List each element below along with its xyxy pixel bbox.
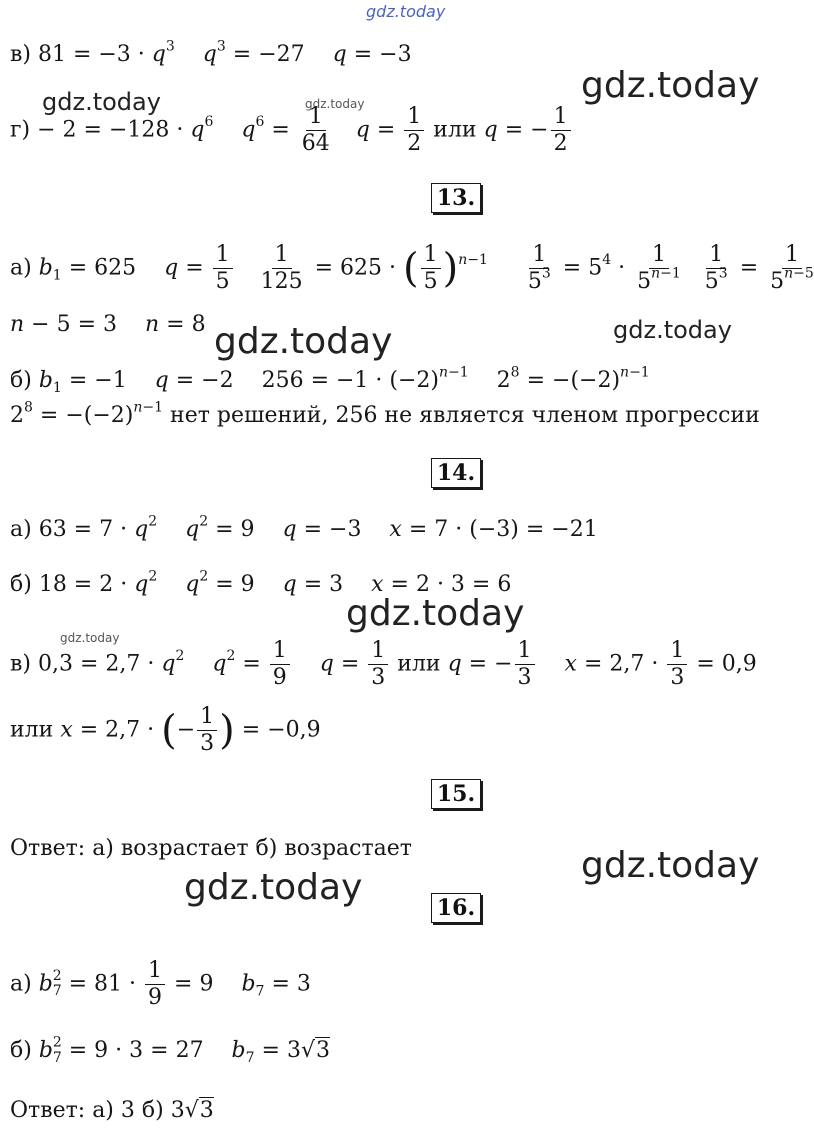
watermark: gdz.today: [42, 88, 161, 116]
ili-word: или: [397, 651, 441, 677]
line-13a: а) $b_1 = 625$ q = $\frac{1}{5}$ $\frac{1}{125}$ = 625 · ( $\frac{1}{5}$ )$^{n-1}$ $\frac{1}{5^3}$ = $5^4$ · $\frac{1}{5^{n-1}}$ $\frac{1}{5^3}$ = $\frac{1}{5^{n-5}}$: [10, 242, 814, 294]
watermark: gdz.today: [184, 867, 363, 908]
line-12g: $г) - 2 = -128 \cdot q^6$ $q^6$ = $\frac{1}{64}$ q = $\frac{1}{2}$ или q = − $\frac{1}{2}$: [10, 106, 573, 155]
watermark: gdz.today: [581, 65, 760, 106]
line-13b-cont: $2^8 = -(-2)^{n-1}$ нет решений, 256 не является членом прогрессии: [10, 399, 760, 428]
watermark: gdz.today: [581, 845, 760, 886]
line-14a: а) $63 = 7 \cdot q^2$ $q^2 = 9$ q = −3 x = 7 · (−3) = −21: [10, 513, 598, 542]
problem-number-13: 13.: [431, 183, 481, 213]
answer-16-text: Ответ: а) 3 б) 3: [10, 1098, 185, 1123]
line-13a-cont: n − 5 = 3 n = 8: [10, 312, 206, 337]
line-14v-cont: или x = 2,7 · (− $\frac{1}{3}$ ) = −0,9: [10, 704, 321, 756]
line-16a: а) $b^2_7 = 81$ · $\frac{1}{9}$ = 9 $b_7 = 3$: [10, 958, 311, 1010]
line-12v: в) $81 = -3 \cdot q^3$ $q^3 = -27$ q = −3: [10, 38, 412, 67]
watermark: gdz.today: [346, 593, 525, 634]
answer-16: Ответ: а) 3 б) 3√3: [10, 1098, 214, 1123]
line-14b: б) $18 = 2 \cdot q^2$ $q^2 = 9$ q = 3 x = 2 · 3 = 6: [10, 568, 512, 597]
line-14v: в) $0,3 = 2,7 \cdot q^2$ $q^2$ = $\frac{1}{9}$ q = $\frac{1}{3}$ или q = − $\frac{1}{3}$ x = 2,7 · $\frac{1}{3}$ = 0,9: [10, 638, 757, 690]
no-solutions-text: нет решений, 256 не является членом прогрессии: [170, 403, 760, 428]
ili-word: или: [10, 717, 54, 743]
answer-15: Ответ: а) возрастает б) возрастает: [10, 836, 412, 861]
watermark: gdz.today: [305, 97, 365, 111]
watermark: gdz.today: [613, 316, 732, 344]
ili-word: или: [433, 117, 477, 143]
watermark-top: gdz.today: [366, 2, 446, 21]
line-13b: б) $b_1 = -1$ q = −2 $256 = -1 \cdot (-2)^{n-1}$ $2^8 = -(-2)^{n-1}$: [10, 364, 650, 396]
problem-number-16: 16.: [431, 893, 481, 923]
watermark: gdz.today: [214, 321, 393, 362]
problem-number-14: 14.: [431, 458, 481, 488]
watermark: gdz.today: [60, 631, 120, 645]
problem-number-15: 15.: [431, 779, 481, 809]
line-16b: б) $b^2_7 = 9 \cdot 3 = 27$ $b_7 = 3√3$: [10, 1034, 330, 1066]
